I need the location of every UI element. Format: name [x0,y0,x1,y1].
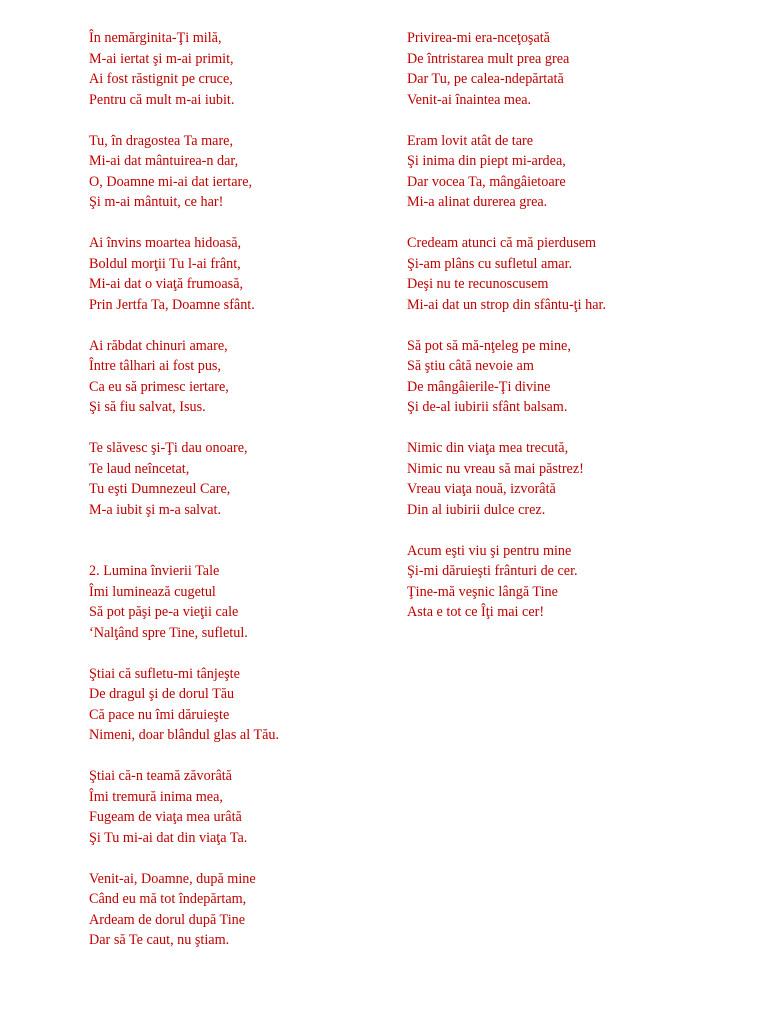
verse-line: Tu, în dragostea Ta mare, [89,132,234,149]
verse-line: Ştiai că-n teamă zăvorâtă [89,768,232,784]
verse-line: Dar Tu, pe calea-ndepărtată [407,71,564,87]
verse-line: Eram lovit atât de tare [407,132,534,149]
verse-line: Ardeam de dorul după Tine [89,911,246,928]
verse-line: Venit-ai înaintea mea. [407,91,532,108]
verse-line: Mi-ai dat un strop din sfântu-ţi har. [407,296,606,313]
verse-line: Deşi nu te recunoscusem [407,276,549,292]
verse-line: Şi inima din piept mi-ardea, [407,153,566,169]
verse-line: 2. Lumina învierii Tale [89,563,220,579]
stanza [89,766,389,848]
verse-line: Nimic nu vreau să mai păstrez! [407,460,584,477]
verse-line: Tu eşti Dumnezeul Care, [89,481,231,497]
verse-line: Să pot păşi pe-a vieţii cale [89,604,239,620]
stanza [89,28,389,110]
verse-line: Dar vocea Ta, mângâietoare [407,173,566,190]
stanza [407,28,707,110]
verse-line: Nimic din viaţa mea trecută, [407,440,569,456]
stanza [89,561,389,643]
verse-line: Între tâlhari ai fost pus, [89,358,221,374]
verse-line: Îmi tremură inima mea, [89,788,223,805]
stanza [89,869,389,951]
verse-line: Şi să fiu salvat, Isus. [89,399,206,415]
stanza [89,131,389,213]
stanza [89,438,389,520]
verse-line: Dar să Te caut, nu ştiam. [89,932,230,948]
verse-line: Şi-am plâns cu sufletul amar. [407,255,573,272]
verse-line: Să pot să mă-nţeleg pe mine, [407,337,571,354]
verse-line: Te laud neîncetat, [89,460,190,477]
verse-line: De dragul şi de dorul Tău [89,686,235,702]
verse-line: Îmi luminează cugetul [89,583,216,600]
left-poem-column [89,28,389,951]
verse-line: Fugeam de viaţa mea urâtă [89,809,242,825]
verse-line: Să ştiu câtă nevoie am [407,358,534,374]
verse-line: Te slăvesc şi-Ţi dau onoare, [89,440,248,456]
verse-line: Ştiai că sufletu-mi tânjeşte [89,665,240,682]
verse-line: Ai răbdat chinuri amare, [89,337,228,354]
verse-line: Credeam atunci că mă pierdusem [407,235,597,251]
verse-line: Pentru că mult m-ai iubit. [89,91,235,108]
verse-line: M-a iubit şi m-a salvat. [89,501,221,518]
stanza [407,438,707,520]
verse-line: Asta e tot ce Îţi mai cer! [407,604,545,620]
verse-line: Ca eu să primesc iertare, [89,378,229,395]
verse-line: Că pace nu îmi dăruieşte [89,706,230,723]
verse-line: Ai fost răstignit pe cruce, [89,71,233,87]
verse-line: Şi de-al iubirii sfânt balsam. [407,399,568,415]
verse-line: O, Doamne mi-ai dat iertare, [89,173,253,190]
verse-line: Nimeni, doar blândul glas al Tău. [89,727,280,743]
right-poem-column [407,28,707,623]
verse-line: ‘Nalţând spre Tine, sufletul. [89,624,248,641]
stanza [89,233,389,315]
verse-line: De mângâierile-Ţi divine [407,378,551,395]
verse-line: Ţine-mă veşnic lângă Tine [407,583,558,600]
verse-line: Şi-mi dăruieşti frânturi de cer. [407,563,578,579]
verse-line: Privirea-mi era-nceţoşată [407,30,550,46]
stanza [407,233,707,315]
verse-line: Când eu mă tot îndepărtam, [89,891,247,907]
stanza [407,131,707,213]
stanza [407,541,707,623]
verse-line: În nemărginita-Ţi milă, [89,30,222,46]
stanza [89,336,389,418]
verse-line: Venit-ai, Doamne, după mine [89,870,256,887]
verse-line: M-ai iertat şi m-ai primit, [89,50,234,67]
verse-line: Acum eşti viu şi pentru mine [407,542,572,559]
verse-line: Mi-ai dat o viaţă frumoasă, [89,276,244,292]
stanza [89,664,389,746]
verse-line: Boldul morţii Tu l-ai frânt, [89,255,241,272]
verse-line: Din al iubirii dulce crez. [407,501,546,518]
verse-line: De întristarea mult prea grea [407,50,570,67]
verse-line: Şi Tu mi-ai dat din viaţa Ta. [89,829,248,846]
verse-line: Ai învins moartea hidoasă, [89,235,242,251]
verse-line: Şi m-ai mântuit, ce har! [89,194,224,210]
verse-line: Mi-a alinat durerea grea. [407,194,548,210]
verse-line: Vreau viaţa nouă, izvorâtă [407,481,556,497]
verse-line: Prin Jertfa Ta, Doamne sfânt. [89,296,255,313]
stanza [407,336,707,418]
verse-line: Mi-ai dat mântuirea-n dar, [89,153,239,169]
